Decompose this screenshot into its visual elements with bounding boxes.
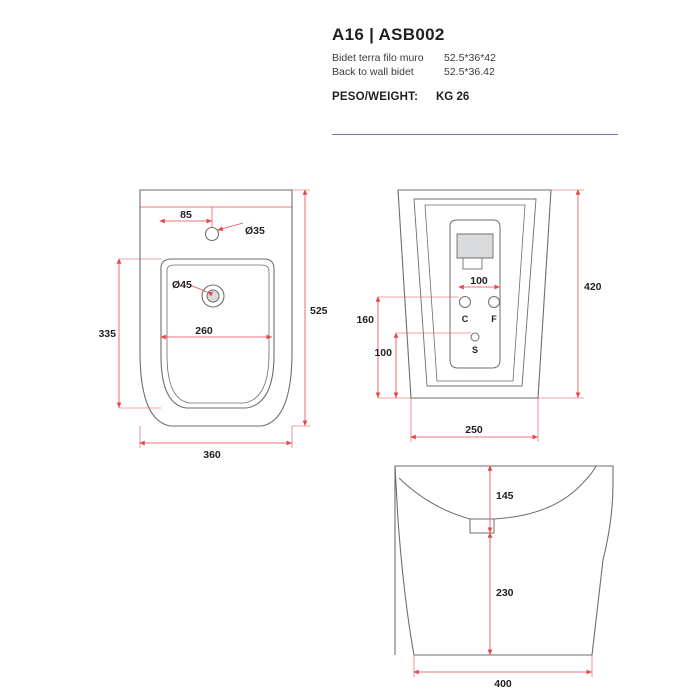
- front-view-dim-100-spacing-label: 100: [470, 275, 488, 287]
- front-view-cold-connection: [460, 297, 471, 308]
- front-view-dim-250-label: 250: [465, 424, 483, 436]
- top-view: [98, 190, 327, 461]
- front-view: [356, 190, 601, 442]
- top-view-dim-260-label: 260: [195, 325, 213, 337]
- weight-label: PESO/WEIGHT:: [332, 91, 419, 104]
- top-view-dim-360-label: 360: [203, 449, 221, 461]
- front-view-label-f: F: [491, 314, 497, 324]
- side-view-dim-230-label: 230: [496, 587, 514, 599]
- top-view-dia45-label: Ø45: [172, 279, 192, 291]
- weight-value: KG 26: [436, 91, 470, 104]
- side-view: [395, 466, 613, 690]
- top-view-tap-hole: [206, 228, 219, 241]
- front-view-label-c: C: [461, 314, 469, 324]
- description-english-label: Back to wall bidet: [332, 65, 414, 78]
- top-view-dim-335-label: 335: [98, 328, 116, 340]
- front-view-drain-connection: [471, 333, 479, 341]
- front-view-recess-outline: [414, 199, 536, 386]
- front-view-dim-420-label: 420: [584, 281, 602, 293]
- side-view-dim-400-label: 400: [494, 678, 512, 690]
- description-english-value: 52.5*36.42: [444, 65, 495, 78]
- description-italian-value: 52.5*36*42: [444, 51, 496, 64]
- top-view-dim-525-label: 525: [310, 305, 328, 317]
- front-view-outlet-block: [457, 234, 493, 258]
- front-view-hot-connection: [489, 297, 500, 308]
- front-view-outlet-spout: [463, 258, 482, 269]
- top-view-drain-inner: [207, 290, 219, 302]
- top-view-dim-85-label: 85: [180, 209, 192, 221]
- page-title: A16 | ASB002: [332, 25, 445, 44]
- top-view-dia35-label: Ø35: [245, 225, 265, 237]
- front-view-label-s: S: [471, 345, 479, 355]
- description-italian-label: Bidet terra filo muro: [332, 51, 424, 64]
- top-view-dia35-leader: [218, 223, 243, 230]
- side-view-dim-145-label: 145: [496, 490, 514, 502]
- front-view-dim-160-label: 160: [356, 314, 374, 326]
- front-view-dim-100-height-label: 100: [374, 347, 392, 359]
